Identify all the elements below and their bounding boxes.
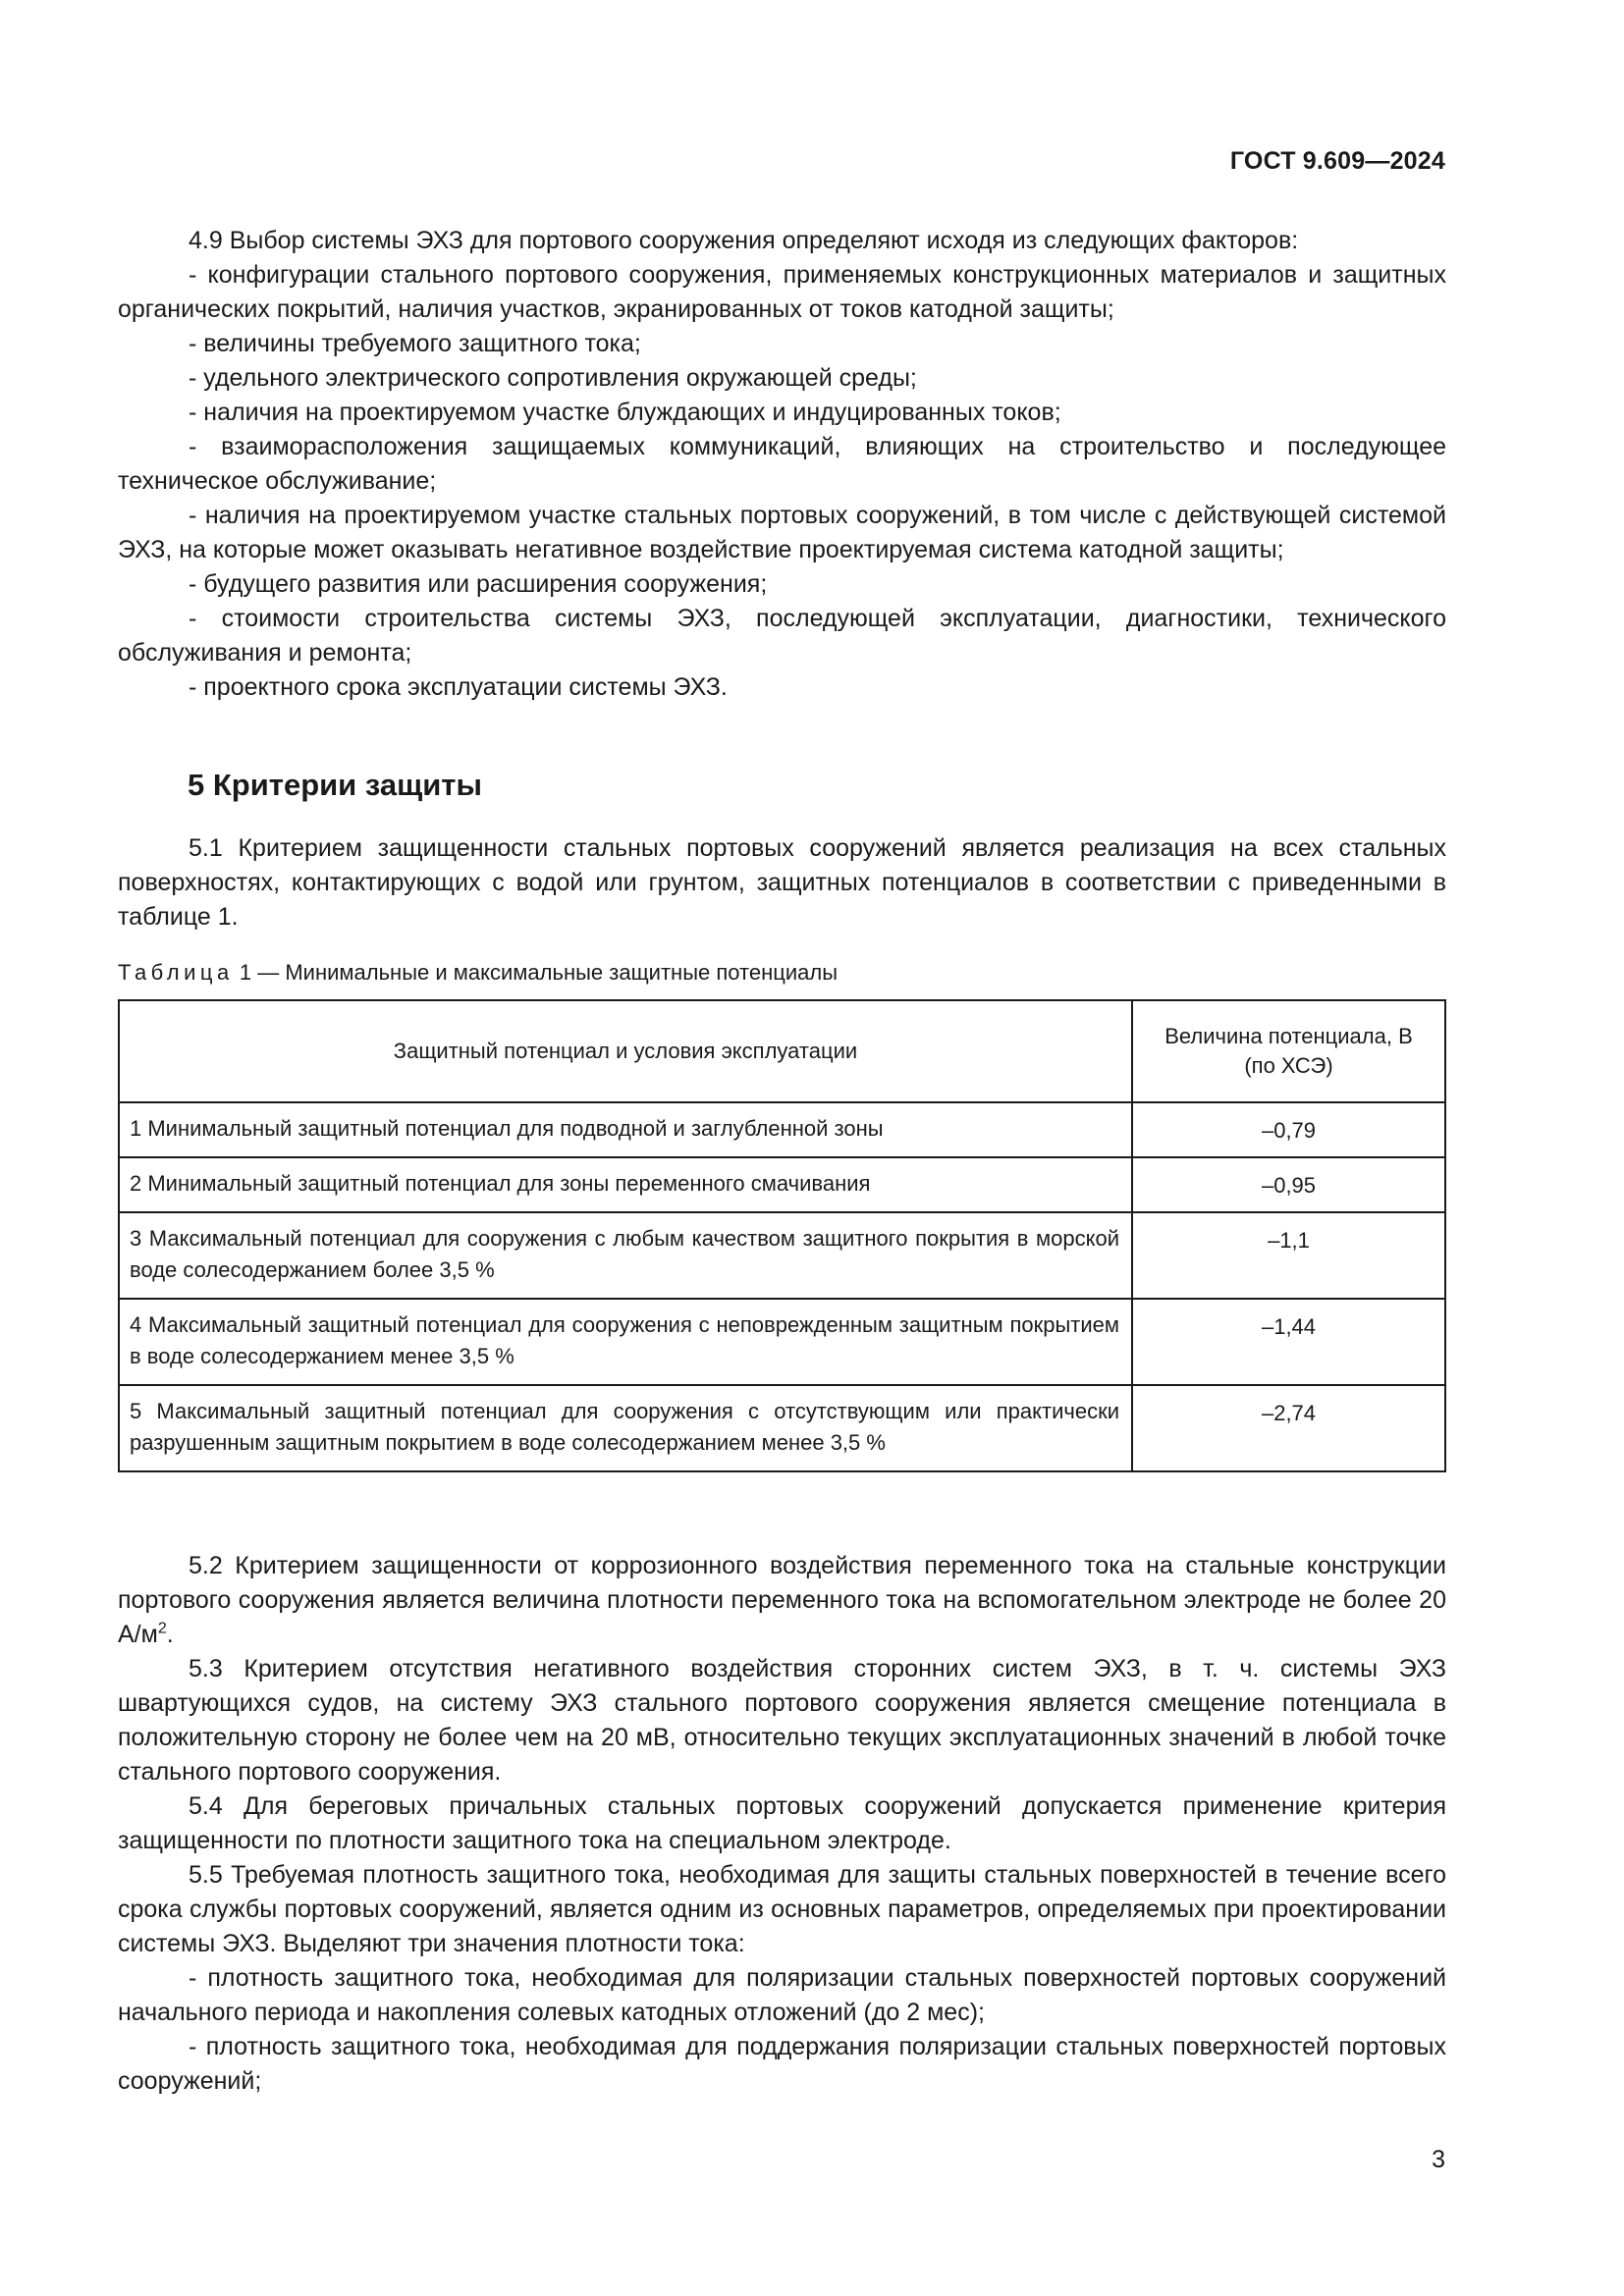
row-condition: 2 Минимальный защитный потенциал для зоны переменного смачивания bbox=[119, 1157, 1132, 1212]
section-5-continued bbox=[118, 1549, 1446, 2099]
paragraph-5-5: 5.5 Требуемая плотность защитного тока, необходимая для защиты стальных поверхностей в течение всего срока службы портовых сооружений, является одним из основных параметров, определяемых при проектировании системы ЭХЗ. Выделяют три значения плотности тока: bbox=[118, 1861, 1446, 1957]
table-header-row bbox=[119, 1000, 1445, 1102]
table-caption-title: 1 — Минимальные и максимальные защитные потенциалы bbox=[233, 960, 839, 985]
paragraph-5-2 bbox=[118, 1549, 1446, 1652]
table-row bbox=[119, 1157, 1445, 1212]
list-item: - конфигурации стального портового сооружения, применяемых конструкционных материалов и защитных органических покрытий, наличия участков, экранированных от токов катодной защиты; bbox=[118, 261, 1446, 323]
paragraph-4-9-intro: 4.9 Выбор системы ЭХЗ для портового сооружения определяют исходя из следующих факторов: bbox=[189, 227, 1299, 254]
row-condition: 4 Максимальный защитный потенциал для сооружения с неповрежденным защитным покрытием в воде солесодержанием менее 3,5 % bbox=[119, 1299, 1132, 1385]
row-value: –0,79 bbox=[1132, 1102, 1445, 1157]
table-caption bbox=[118, 960, 838, 986]
list-item: - наличия на проектируемом участке блуждающих и индуцированных токов; bbox=[189, 399, 1061, 426]
paragraph-5-3: 5.3 Критерием отсутствия негативного воздействия сторонних систем ЭХЗ, в т. ч. системы ЭХЗ швартующихся судов, на систему ЭХЗ стального портового сооружения является смещение потенциала в положительную сторону не более чем на 20 мВ, относительно текущих эксплуатационных значений в любой точке стального портового сооружения. bbox=[118, 1655, 1446, 1786]
list-item: - наличия на проектируемом участке стальных портовых сооружений, в том числе с действующей системой ЭХЗ, на которые может оказывать негативное воздействие проектируемая система катодной защиты; bbox=[118, 502, 1446, 563]
table-row bbox=[119, 1212, 1445, 1299]
row-value: –1,44 bbox=[1132, 1299, 1445, 1385]
list-item: - стоимости строительства системы ЭХЗ, последующей эксплуатации, диагностики, технического обслуживания и ремонта; bbox=[118, 605, 1446, 667]
table-row bbox=[119, 1299, 1445, 1385]
row-condition: 5 Максимальный защитный потенциал для сооружения с отсутствующим или практически разрушенным защитным покрытием в воде солесодержанием менее 3,5 % bbox=[119, 1385, 1132, 1471]
header-value bbox=[1132, 1000, 1445, 1102]
table-caption-label: Таблица bbox=[118, 960, 234, 985]
potentials-table bbox=[118, 999, 1446, 1472]
superscript-2: 2 bbox=[157, 1620, 167, 1637]
page-number: 3 bbox=[1432, 2146, 1445, 2173]
paragraph-5-2-end: . bbox=[166, 1621, 174, 1648]
list-item: - будущего развития или расширения сооружения; bbox=[189, 570, 768, 598]
header-condition: Защитный потенциал и условия эксплуатации bbox=[119, 1000, 1132, 1102]
table-row bbox=[119, 1102, 1445, 1157]
section-4-9 bbox=[118, 224, 1446, 705]
list-item: - величины требуемого защитного тока; bbox=[189, 330, 641, 357]
row-value: –2,74 bbox=[1132, 1385, 1445, 1471]
paragraph-5-1: 5.1 Критерием защищенности стальных портовых сооружений является реализация на всех стальных поверхностях, контактирующих с водой или грунтом, защитных потенциалов в соответствии с приведенными в таблице 1. bbox=[118, 834, 1446, 931]
section-5-title: 5 Критерии защиты bbox=[188, 768, 482, 802]
list-item: - проектного срока эксплуатации системы ЭХЗ. bbox=[189, 673, 728, 701]
list-item: - взаиморасположения защищаемых коммуникаций, влияющих на строительство и последующее техническое обслуживание; bbox=[118, 433, 1446, 495]
list-item: - плотность защитного тока, необходимая для поддержания поляризации стальных поверхностей портовых сооружений; bbox=[118, 2033, 1446, 2095]
table-row bbox=[119, 1385, 1445, 1471]
row-condition: 1 Минимальный защитный потенциал для подводной и заглубленной зоны bbox=[119, 1102, 1132, 1157]
header-value-line1: Величина потенциала, В bbox=[1164, 1024, 1413, 1048]
document-code: ГОСТ 9.609—2024 bbox=[1229, 147, 1445, 175]
paragraph-5-4: 5.4 Для береговых причальных стальных портовых сооружений допускается применение критерия защищенности по плотности защитного тока на специальном электроде. bbox=[118, 1792, 1446, 1854]
header-value-line2: (по ХСЭ) bbox=[1244, 1053, 1333, 1078]
row-condition: 3 Максимальный потенциал для сооружения с любым качеством защитного покрытия в морской воде солесодержанием более 3,5 % bbox=[119, 1212, 1132, 1299]
row-value: –1,1 bbox=[1132, 1212, 1445, 1299]
paragraph-5-2-text: 5.2 Критерием защищенности от коррозионного воздействия переменного тока на стальные конструкции портового сооружения является величина плотности переменного тока на вспомогательном электроде не более 20 А/м bbox=[118, 1552, 1446, 1648]
list-item: - плотность защитного тока, необходимая для поляризации стальных поверхностей портовых сооружений начального периода и накопления солевых катодных отложений (до 2 мес); bbox=[118, 1964, 1446, 2026]
section-5-1 bbox=[118, 831, 1446, 934]
list-item: - удельного электрического сопротивления окружающей среды; bbox=[189, 364, 917, 392]
row-value: –0,95 bbox=[1132, 1157, 1445, 1212]
